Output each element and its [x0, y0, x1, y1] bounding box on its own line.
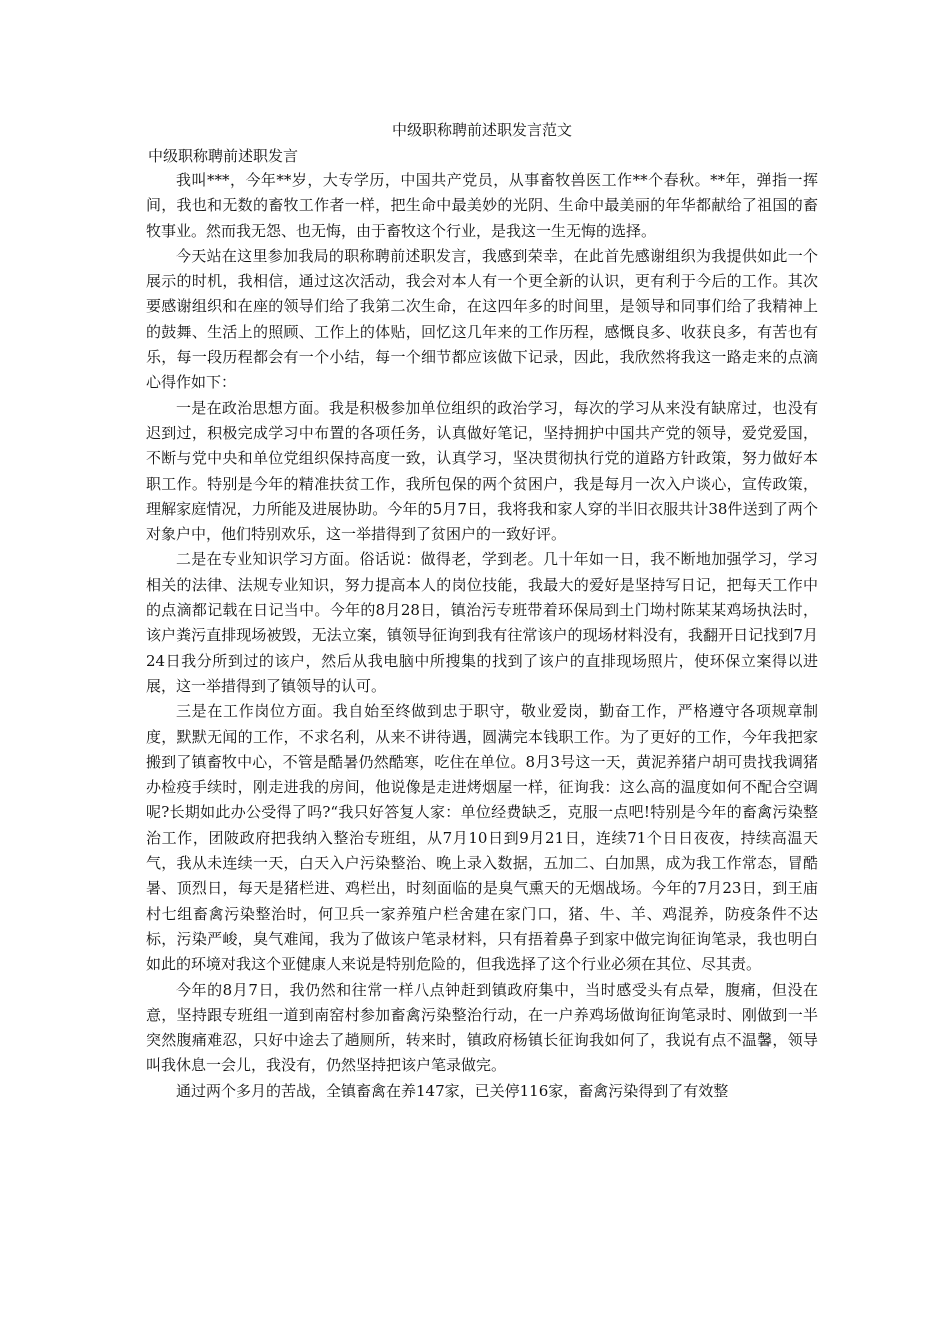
paragraph: 今年的8月7日，我仍然和往常一样八点钟赶到镇政府集中，当时感受头有点晕，腹痛，但没在意，坚持跟专班组一道到南窑村参加畜禽污染整治行动，在一户养鸡场做询征询笔录时、刚做到一半突然腹痛难忍，只好中途去了趟厕所，转来时，镇政府杨镇长征询我如何了，我说有点不温馨，领导叫我休息一会儿，我没有，仍然坚持把该户笔录做完。 — [146, 980, 818, 1075]
paragraph: 二是在专业知识学习方面。俗话说：做得老，学到老。几十年如一日，我不断地加强学习，学习相关的法律、法规专业知识，努力提高本人的岗位技能，我最大的爱好是坚持写日记，把每天工作中的点滴都记载在日记当中。今年的8月28日，镇治污专班带着环保局到土门坳村陈某某鸡场执法时，该户粪污直排现场被毁，无法立案，镇领导征询到我有往常该户的现场材料没有，我翻开日记找到7月24日我分所到过的该户，然后从我电脑中所搜集的找到了该户的直排现场照片，使环保立案得以进展，这一举措得到了镇领导的认可。 — [146, 550, 818, 695]
paragraph: 一是在政治思想方面。我是积极参加单位组织的政治学习，每次的学习从来没有缺席过，也没有迟到过，积极完成学习中布置的各项任务，认真做好笔记，坚持拥护中国共产党的领导，爱党爱国，不断与党中央和单位党组织保持高度一致，认真学习，坚决贯彻执行党的道路方针政策，努力做好本职工作。特别是今年的精准扶贫工作，我所包保的两个贫困户，我是每月一次入户谈心，宣传政策，理解家庭情况，力所能及进展协助。今年的5月7日，我将我和家人穿的半旧衣服共计38件送到了两个对象户中，他们特别欢乐，这一举措得到了贫困户的一致好评。 — [146, 398, 818, 544]
document-subtitle: 中级职称聘前述职发言 — [148, 147, 299, 165]
paragraph: 通过两个多月的苦战，全镇畜禽在养147家，已关停116家，畜禽污染得到了有效整 — [176, 1081, 729, 1100]
paragraph: 三是在工作岗位方面。我自始至终做到忠于职守，敬业爱岗，勤奋工作，严格遵守各项规章制度，默默无闻的工作，不求名利，从来不讲待遇，圆满完本钱职工作。为了更好的工作，今年我把家搬到了镇畜牧中心，不管是酷暑仍然酷寒，吃住在单位。8月3号这一天，黄泥养猪户胡可贵找我调猪办检疫手续时，刚走进我的房间，他说像是走进烤烟屋一样，征询我：这么高的温度如何不配合空调呢?长期如此办公受得了吗?“我只好答复人家：单位经费缺乏，克服一点吧!特别是今年的畜禽污染整治工作，团陂政府把我纳入整治专班组，从7月10日到9月21日，连续71个日日夜夜，持续高温天气，我从未连续一天，白天入户污染整治、晚上录入数据，五加二、白加黑，成为我工作常态，冒酷暑、顶烈日，每天是猪栏进、鸡栏出，时刻面临的是臭气熏天的无烟战场。今年的7月23日，到王庙村七组畜禽污染整治时，何卫兵一家养殖户栏舍建在家门口，猪、牛、羊、鸡混养，防疫条件不达标，污染严峻，臭气难闻，我为了做该户笔录材料，只有捂着鼻子到家中做完询征询笔录，我也明白如此的环境对我这个亚健康人来说是特别危险的，但我选择了这个行业必须在其位、尽其责。 — [146, 702, 818, 974]
document-page — [146, 118, 818, 1104]
paragraph: 今天站在这里参加我局的职称聘前述职发言，我感到荣幸，在此首先感谢组织为我提供如此一个展示的时机，我相信，通过这次活动，我会对本人有一个更全新的认识，更有利于今后的工作。其次要感谢组织和在座的领导们给了我第二次生命，在这四年多的时间里，是领导和同事们给了我精神上的鼓舞、生活上的照顾、工作上的体贴，回忆这几年来的工作历程，感慨良多、收获良多，有苦也有乐，每一段历程都会有一个小结，每一个细节都应该做下记录，因此，我欣然将我这一路走来的点滴心得作如下： — [146, 246, 818, 392]
document-title: 中级职称聘前述职发言范文 — [391, 121, 572, 139]
paragraph: 我叫***，今年**岁，大专学历，中国共产党员，从事畜牧兽医工作**个春秋。**年，弹指一挥间，我也和无数的畜牧工作者一样，把生命中最美妙的光阴、生命中最美丽的年华都献给了祖国的畜牧事业。然而我无怨、也无悔，由于畜牧这个行业，是我这一生无悔的选择。 — [146, 171, 818, 240]
